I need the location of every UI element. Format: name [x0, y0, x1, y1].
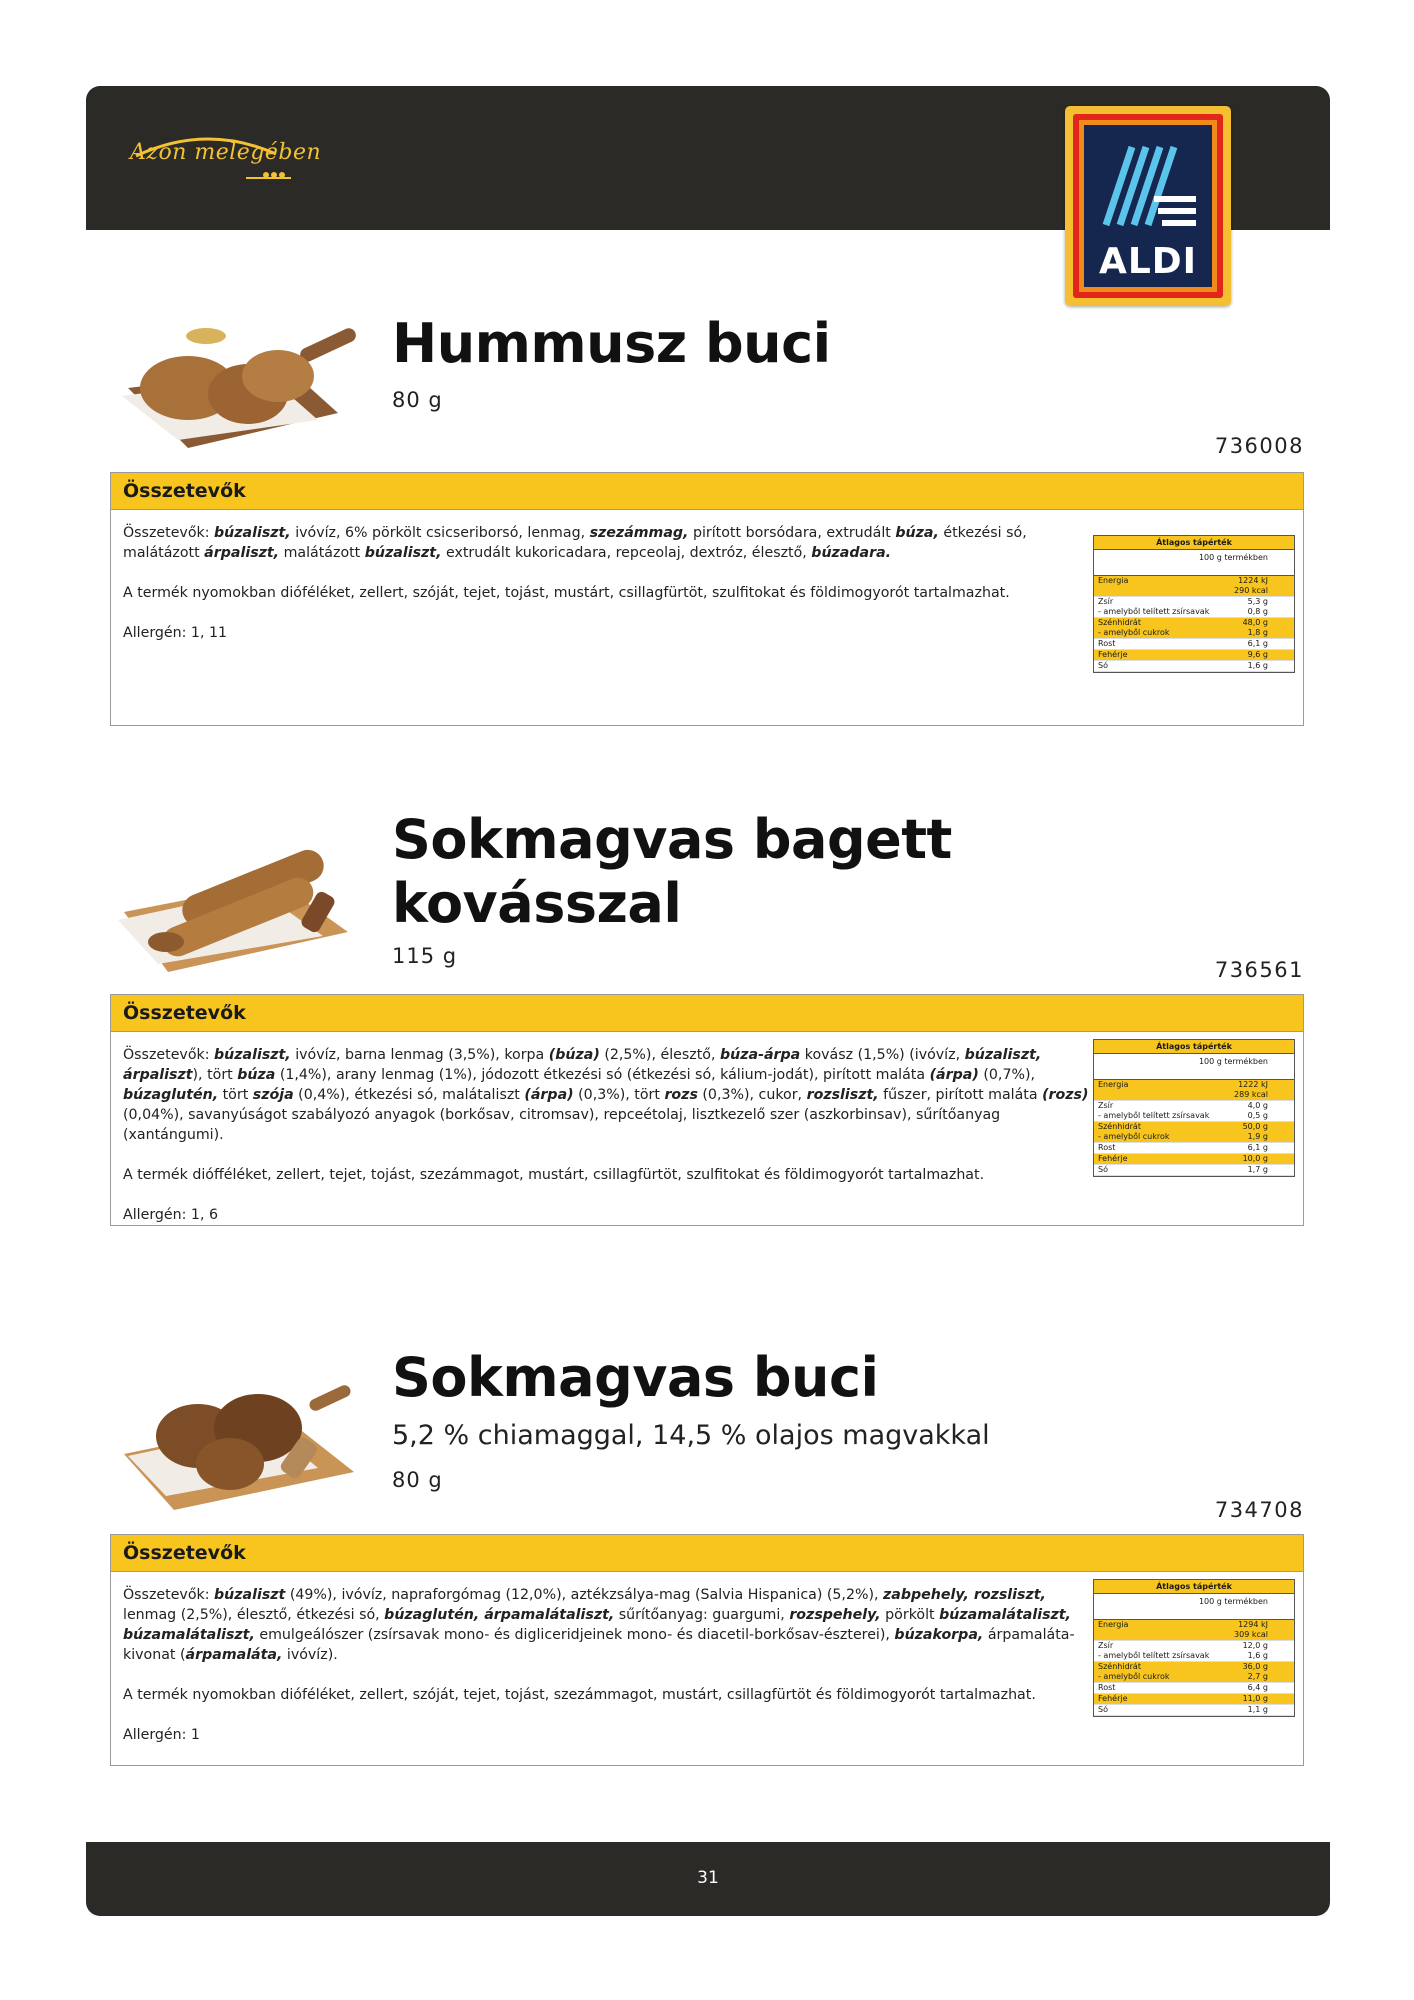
product-code: 736561	[1214, 958, 1304, 982]
product-subtitle: 5,2 % chiamaggal, 14,5 % olajos magvakkal	[392, 1420, 990, 1451]
nutrition-label: Rost	[1098, 1143, 1116, 1152]
nutrition-label: Zsír - amelyből telített zsírsavak	[1098, 597, 1210, 616]
nutrition-row	[1094, 1705, 1294, 1716]
ingredients-box	[110, 1534, 1304, 1766]
footer-bar	[86, 1842, 1330, 1916]
nutrition-row	[1094, 1101, 1294, 1122]
nutrition-label: Energia	[1098, 1620, 1129, 1629]
nutrition-label: Energia	[1098, 576, 1129, 585]
nutrition-row	[1094, 1662, 1294, 1683]
nutrition-row	[1094, 661, 1294, 672]
nutrition-row	[1094, 1143, 1294, 1154]
nutrition-label: Rost	[1098, 639, 1116, 648]
ingredients-header: Összetevők	[111, 473, 1303, 510]
traces-text: A termék diófféléket, zellert, tejet, tojást, szezámmagot, mustárt, csillagfürtöt, szulfitokat és földimogyorót tartalmazhat.	[123, 1167, 985, 1183]
nutrition-value: 48,0 g 1,8 g	[1242, 618, 1268, 637]
nutrition-row	[1094, 1122, 1294, 1143]
allergen-text: Allergén: 1, 6	[123, 1207, 218, 1223]
ingredients-box	[110, 994, 1304, 1226]
nutrition-value: 1224 kJ 290 kcal	[1234, 576, 1268, 595]
nutrition-column-header: 100 g termékben	[1094, 550, 1294, 576]
nutrition-value: 9,6 g	[1247, 650, 1268, 659]
ingredients-list: Összetevők: búzaliszt (49%), ivóvíz, napraforgómag (12,0%), aztékzsálya-mag (Salvia Hispanica) (5,2%), zabpehely, rozsliszt, lenmag (2,5%), élesztő, étkezési só, búzaglutén, árpamalátaliszt, sűrítőanyag: guargumi, rozspehely, pörkölt búzamalátaliszt, búzamalátaliszt, emulgeálószer (zsírsavak mono- és digliceridjeinek mono- és diacetil-borkősav-észterei), búzakorpa, árpamaláta-kivonat (árpamaláta, ivóvíz).	[123, 1587, 1075, 1663]
page-number: 31	[697, 1868, 719, 1888]
nutrition-table	[1093, 1039, 1295, 1177]
nutrition-row	[1094, 1080, 1294, 1101]
nutrition-row	[1094, 597, 1294, 618]
nutrition-value: 10,0 g	[1242, 1154, 1268, 1163]
nutrition-label: Só	[1098, 1165, 1108, 1174]
aldi-stripes-icon	[1084, 125, 1212, 235]
nutrition-label: Zsír - amelyből telített zsírsavak	[1098, 1101, 1210, 1120]
nutrition-label: Szénhidrát - amelyből cukrok	[1098, 1662, 1170, 1681]
nutrition-column-header: 100 g termékben	[1094, 1594, 1294, 1620]
product-code: 734708	[1214, 1498, 1304, 1522]
ingredients-list: Összetevők: búzaliszt, ivóvíz, barna lenmag (3,5%), korpa (búza) (2,5%), élesztő, búza-árpa kovász (1,5%) (ivóvíz, búzaliszt, árpaliszt), tört búza (1,4%), arany lenmag (1%), jódozott étkezési só (étkezési só, kálium-jodát), pirított maláta (árpa) (0,7%), búzaglutén, tört szója (0,4%), étkezési só, malátaliszt (árpa) (0,3%), tört rozs (0,3%), cukor, rozsliszt, fűszer, pirított maláta (rozs) (0,04%), savanyúságot szabályozó anyagok (borkősav, citromsav), repceétolaj, lisztkezelő szer (aszkorbinsav), sűrítőanyag (xantángumi).	[123, 1047, 1089, 1143]
nutrition-row	[1094, 1683, 1294, 1694]
nutrition-title: Átlagos tápérték	[1094, 1580, 1294, 1594]
nutrition-label: Só	[1098, 661, 1108, 670]
nutrition-table	[1093, 535, 1295, 673]
ingredients-box	[110, 472, 1304, 726]
ingredients-text	[123, 523, 1098, 663]
nutrition-row	[1094, 576, 1294, 597]
nutrition-title: Átlagos tápérték	[1094, 536, 1294, 550]
allergen-text: Allergén: 1	[123, 1727, 200, 1743]
nutrition-label: Szénhidrát - amelyből cukrok	[1098, 618, 1170, 637]
nutrition-value: 12,0 g 1,6 g	[1242, 1641, 1268, 1660]
nutrition-value: 50,0 g 1,9 g	[1242, 1122, 1268, 1141]
nutrition-row	[1094, 618, 1294, 639]
allergen-text: Allergén: 1, 11	[123, 625, 228, 641]
nutrition-row	[1094, 1154, 1294, 1165]
nutrition-value: 1222 kJ 289 kcal	[1234, 1080, 1268, 1099]
aldi-logo	[1065, 106, 1231, 306]
nutrition-label: Energia	[1098, 1080, 1129, 1089]
nutrition-value: 6,1 g	[1247, 639, 1268, 648]
nutrition-value: 1,1 g	[1247, 1705, 1268, 1714]
traces-text: A termék nyomokban dióféléket, zellert, szóját, tejet, tojást, mustárt, csillagfürtöt, szulfitokat és földimogyorót tartalmazhat.	[123, 585, 1010, 601]
nutrition-value: 11,0 g	[1242, 1694, 1268, 1703]
nutrition-row	[1094, 1641, 1294, 1662]
nutrition-value: 6,1 g	[1247, 1143, 1268, 1152]
brand-wordmark: Azon melegében	[130, 140, 322, 165]
nutrition-label: Fehérje	[1098, 1154, 1128, 1163]
nutrition-row	[1094, 1165, 1294, 1176]
baguette-image	[118, 832, 358, 982]
product-code: 736008	[1214, 434, 1304, 458]
product-title-line2: kovásszal	[392, 872, 682, 935]
ingredients-header: Összetevők	[111, 995, 1303, 1032]
nutrition-row	[1094, 1620, 1294, 1641]
ingredients-text	[123, 1045, 1098, 1245]
seeded-buns-image	[118, 1364, 358, 1514]
nutrition-label: Szénhidrát - amelyből cukrok	[1098, 1122, 1170, 1141]
product-title-line1: Sokmagvas bagett	[392, 808, 952, 871]
product-weight: 80 g	[392, 1468, 443, 1492]
nutrition-value: 1,6 g	[1247, 661, 1268, 670]
product-title: Hummusz buci	[392, 312, 831, 375]
nutrition-row	[1094, 1694, 1294, 1705]
nutrition-value: 6,4 g	[1247, 1683, 1268, 1692]
product-weight: 80 g	[392, 388, 443, 412]
nutrition-value: 36,0 g 2,7 g	[1242, 1662, 1268, 1681]
product-weight: 115 g	[392, 944, 458, 968]
ingredients-list: Összetevők: búzaliszt, ivóvíz, 6% pörkölt csicseriborsó, lenmag, szezámmag, pirított borsódara, extrudált búza, étkezési só, malátázott árpaliszt, malátázott búzaliszt, extrudált kukoricadara, repceolaj, dextróz, élesztő, búzadara.	[123, 525, 1027, 561]
nutrition-row	[1094, 639, 1294, 650]
nutrition-value: 1,7 g	[1247, 1165, 1268, 1174]
nutrition-label: Zsír - amelyből telített zsírsavak	[1098, 1641, 1210, 1660]
product-title	[392, 808, 952, 936]
traces-text: A termék nyomokban dióféléket, zellert, szóját, tejet, tojást, szezámmagot, mustárt, csillagfürtöt és földimogyorót tartalmazhat.	[123, 1687, 1036, 1703]
nutrition-value: 1294 kJ 309 kcal	[1234, 1620, 1268, 1639]
aldi-logo-text: ALDI	[1098, 241, 1198, 282]
nutrition-label: Rost	[1098, 1683, 1116, 1692]
nutrition-column-header: 100 g termékben	[1094, 1054, 1294, 1080]
product-title: Sokmagvas buci	[392, 1346, 879, 1409]
nutrition-label: Só	[1098, 1705, 1108, 1714]
bread-buns-image	[118, 318, 368, 454]
nutrition-value: 4,0 g 0,5 g	[1247, 1101, 1268, 1120]
ingredients-text	[123, 1585, 1098, 1765]
ingredients-header: Összetevők	[111, 1535, 1303, 1572]
nutrition-value: 5,3 g 0,8 g	[1247, 597, 1268, 616]
nutrition-row	[1094, 650, 1294, 661]
nutrition-title: Átlagos tápérték	[1094, 1040, 1294, 1054]
nutrition-label: Fehérje	[1098, 650, 1128, 659]
nutrition-table	[1093, 1579, 1295, 1717]
nutrition-label: Fehérje	[1098, 1694, 1128, 1703]
